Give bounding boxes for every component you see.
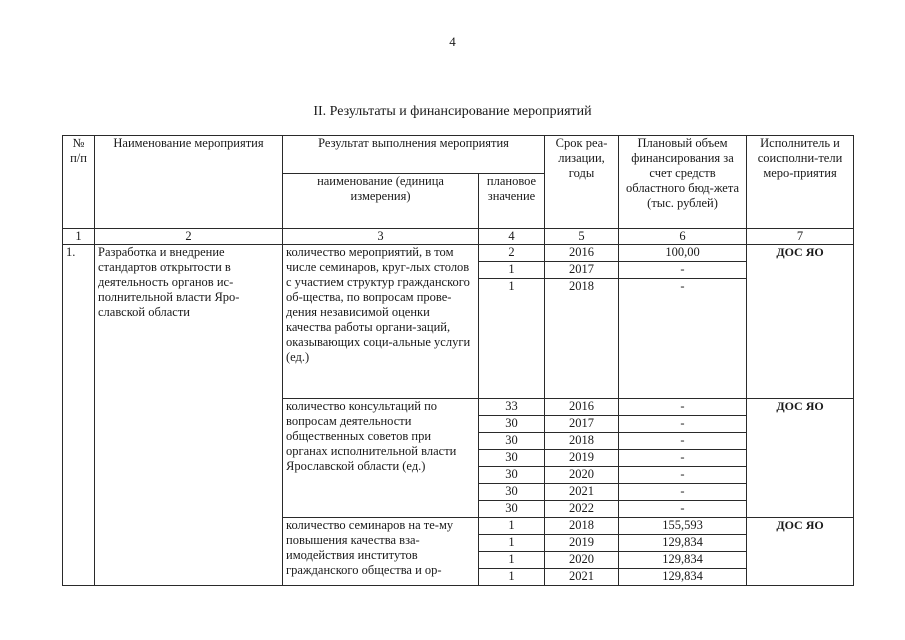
period-year: 2020 <box>545 467 619 484</box>
planned-value: 30 <box>479 484 545 501</box>
results-table <box>62 135 854 586</box>
column-number: 5 <box>545 229 619 245</box>
finance-amount: - <box>619 484 747 501</box>
section-title: II. Результаты и финансирование мероприятий <box>313 104 592 119</box>
planned-value: 1 <box>479 535 545 552</box>
period-year: 2019 <box>545 450 619 467</box>
period-year: 2017 <box>545 262 619 279</box>
finance-amount: 100,00 <box>619 245 747 262</box>
result-description: количество мероприятий, в том числе семинаров, круг-лых столов с участием структур гражданского об-щества, по вопросам прове-дения независимой оценки качества работы органи-заций, оказывающих соци-альные услуги (ед.) <box>283 245 479 399</box>
planned-value: 30 <box>479 433 545 450</box>
page-number: 4 <box>449 34 456 49</box>
planned-value: 30 <box>479 501 545 518</box>
finance-amount: - <box>619 450 747 467</box>
planned-value: 33 <box>479 399 545 416</box>
column-number: 6 <box>619 229 747 245</box>
header-result-name: наименование (единица измерения) <box>283 174 479 229</box>
finance-amount: 129,834 <box>619 569 747 586</box>
period-year: 2016 <box>545 245 619 262</box>
planned-value: 1 <box>479 518 545 535</box>
planned-value: 1 <box>479 552 545 569</box>
column-number: 3 <box>283 229 479 245</box>
period-year: 2018 <box>545 279 619 399</box>
planned-value: 1 <box>479 279 545 399</box>
planned-value: 30 <box>479 467 545 484</box>
header-finance: Плановый объем финансирования за счет средств областного бюд-жета (тыс. рублей) <box>619 136 747 229</box>
period-year: 2018 <box>545 518 619 535</box>
period-year: 2019 <box>545 535 619 552</box>
header-number: № п/п <box>63 136 95 229</box>
item-name: Разработка и внедрение стандартов открытости в деятельность органов ис-полнительной власти Яро-славской области <box>95 245 283 586</box>
table-row <box>63 245 854 262</box>
planned-value: 2 <box>479 245 545 262</box>
finance-amount: - <box>619 467 747 484</box>
column-number: 4 <box>479 229 545 245</box>
column-number: 2 <box>95 229 283 245</box>
executor: ДОС ЯО <box>747 245 854 399</box>
period-year: 2022 <box>545 501 619 518</box>
column-number: 7 <box>747 229 854 245</box>
period-year: 2021 <box>545 484 619 501</box>
header-period: Срок реа-лизации, годы <box>545 136 619 229</box>
planned-value: 30 <box>479 416 545 433</box>
item-number: 1. <box>63 245 95 586</box>
finance-amount: - <box>619 433 747 450</box>
result-description: количество семинаров на те-му повышения качества вза-имодействия институтов гражданского общества и ор- <box>283 518 479 586</box>
executor: ДОС ЯО <box>747 399 854 518</box>
finance-amount: - <box>619 279 747 399</box>
period-year: 2020 <box>545 552 619 569</box>
result-description: количество консультаций по вопросам деятельности общественных советов при органах исполнительной власти Ярославской области (ед.) <box>283 399 479 518</box>
finance-amount: - <box>619 501 747 518</box>
header-result: Результат выполнения мероприятия <box>283 136 545 174</box>
finance-amount: 155,593 <box>619 518 747 535</box>
period-year: 2018 <box>545 433 619 450</box>
finance-amount: 129,834 <box>619 552 747 569</box>
period-year: 2021 <box>545 569 619 586</box>
planned-value: 1 <box>479 262 545 279</box>
period-year: 2016 <box>545 399 619 416</box>
executor: ДОС ЯО <box>747 518 854 586</box>
header-name: Наименование мероприятия <box>95 136 283 229</box>
period-year: 2017 <box>545 416 619 433</box>
header-executor: Исполнитель и соисполни-тели меро-приятия <box>747 136 854 229</box>
column-number: 1 <box>63 229 95 245</box>
planned-value: 1 <box>479 569 545 586</box>
finance-amount: - <box>619 416 747 433</box>
planned-value: 30 <box>479 450 545 467</box>
column-numbers-row <box>63 229 854 245</box>
finance-amount: - <box>619 399 747 416</box>
finance-amount: - <box>619 262 747 279</box>
finance-amount: 129,834 <box>619 535 747 552</box>
header-result-value: плановое значение <box>479 174 545 229</box>
